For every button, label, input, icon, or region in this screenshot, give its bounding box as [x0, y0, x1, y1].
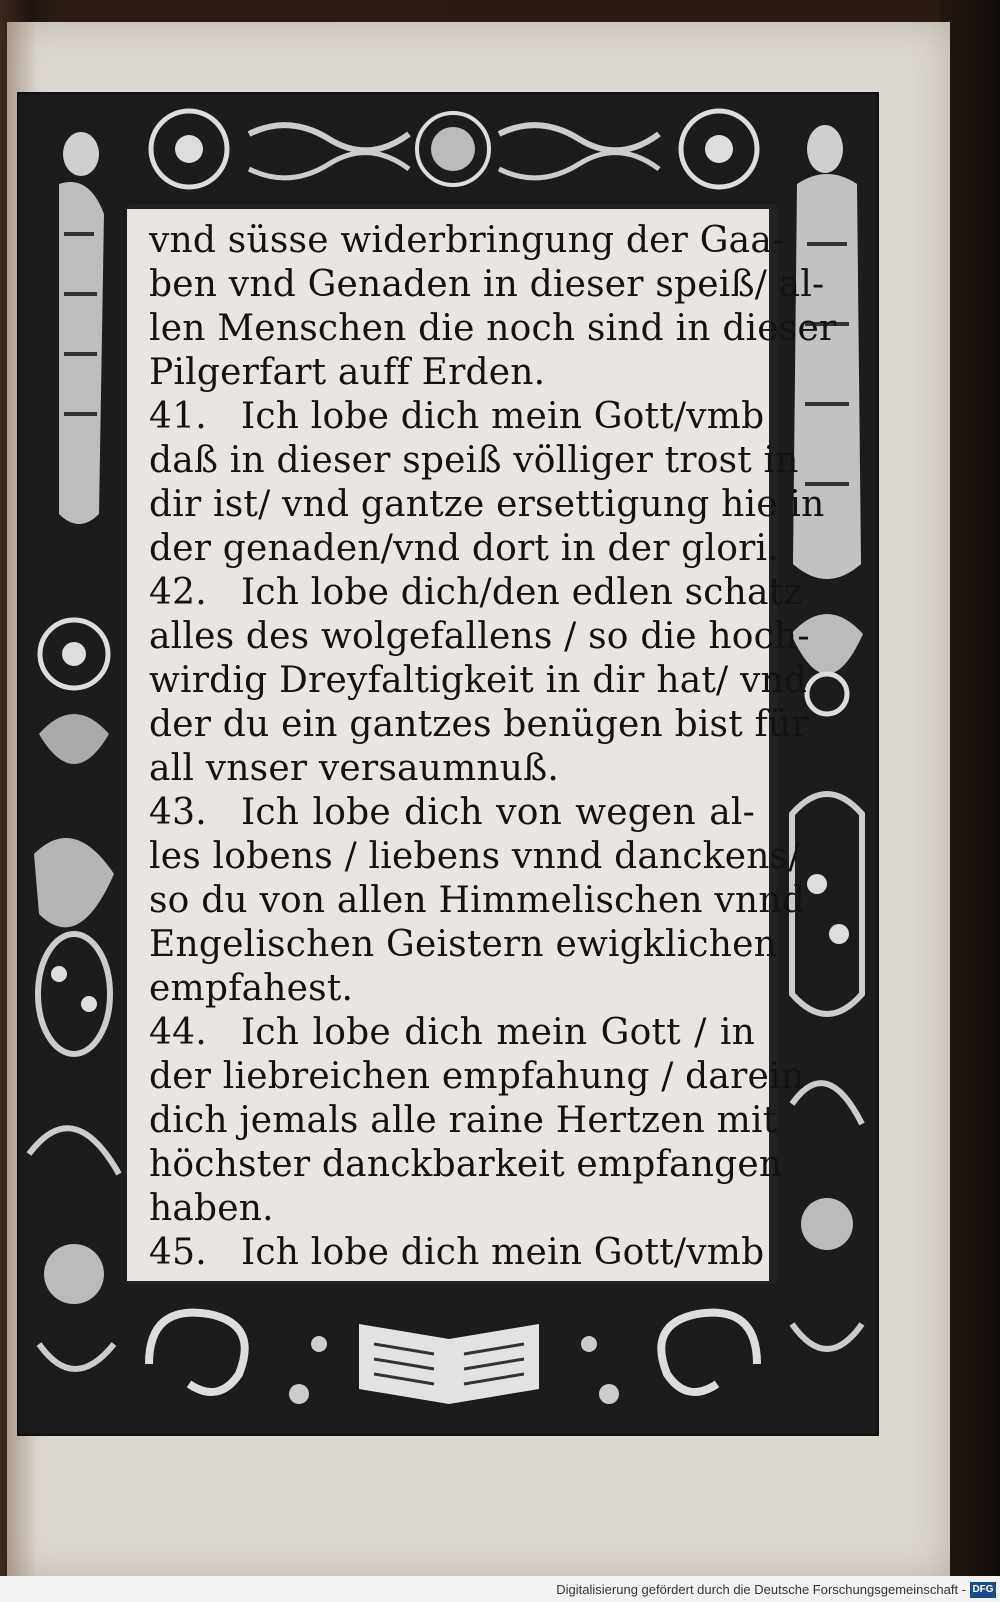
text-line: dir ist/ vnd gantze ersettigung hie in [149, 484, 825, 525]
top-ornament-band [129, 94, 777, 204]
verse-number: 45. [149, 1232, 207, 1273]
text-line: ben vnd Genaden in dieser speiß/ al- [149, 264, 825, 305]
left-ornament-figures [19, 94, 129, 1434]
text-block [127, 209, 837, 1281]
woodcut-border-frame [17, 92, 879, 1436]
text-line: all vnser versaumnuß. [149, 748, 560, 789]
book-page [7, 22, 950, 1578]
text-line: so du von allen Himmelischen vnnd [149, 880, 805, 921]
text-line: Pilgerfart auff Erden. [149, 352, 546, 393]
text-line: vnd süsse widerbringung der Gaa- [149, 220, 785, 261]
text-line: der du ein gantzes benügen bist für [149, 704, 809, 745]
text-line: der liebreichen empfahung / darein [149, 1056, 805, 1097]
footer-credit: Digitalisierung gefördert durch die Deutsche Forschungsgemeinschaft - [556, 1582, 966, 1597]
text-line: alles des wolgefallens / so die hoch- [149, 616, 810, 657]
text-line: daß in dieser speiß völliger trost in [149, 440, 799, 481]
verse-45-line: 45. Ich lobe dich mein Gott/vmb [149, 1232, 765, 1273]
text-line: len Menschen die noch sind in dieser [149, 308, 837, 349]
verse-number: 42. [149, 572, 207, 613]
verse-number: 44. [149, 1012, 207, 1053]
text-line: haben. [149, 1188, 274, 1229]
verse-44-line: 44. Ich lobe dich mein Gott / in [149, 1012, 755, 1053]
text-line: höchster danckbarkeit empfangen [149, 1144, 783, 1185]
dfg-logo[interactable]: DFG [970, 1582, 996, 1598]
digitization-footer [0, 1576, 1000, 1602]
verse-number: 43. [149, 792, 207, 833]
text-line: empfahest. [149, 968, 354, 1009]
text-line: dich jemals alle raine Hertzen mit [149, 1100, 778, 1141]
text-line: les lobens / liebens vnnd danckens/ [149, 836, 801, 877]
verse-42-line: 42. Ich lobe dich/den edlen schatz [149, 572, 803, 613]
verse-number: 41. [149, 396, 207, 437]
verse-41-line: 41. Ich lobe dich mein Gott/vmb [149, 396, 765, 437]
verse-43-line: 43. Ich lobe dich von wegen al- [149, 792, 755, 833]
text-line: der genaden/vnd dort in der glori. [149, 528, 779, 569]
text-line: wirdig Dreyfaltigkeit in dir hat/ vnd [149, 660, 808, 701]
text-line: Engelischen Geistern ewigklichen [149, 924, 778, 965]
bottom-ornament-book [129, 1284, 777, 1434]
